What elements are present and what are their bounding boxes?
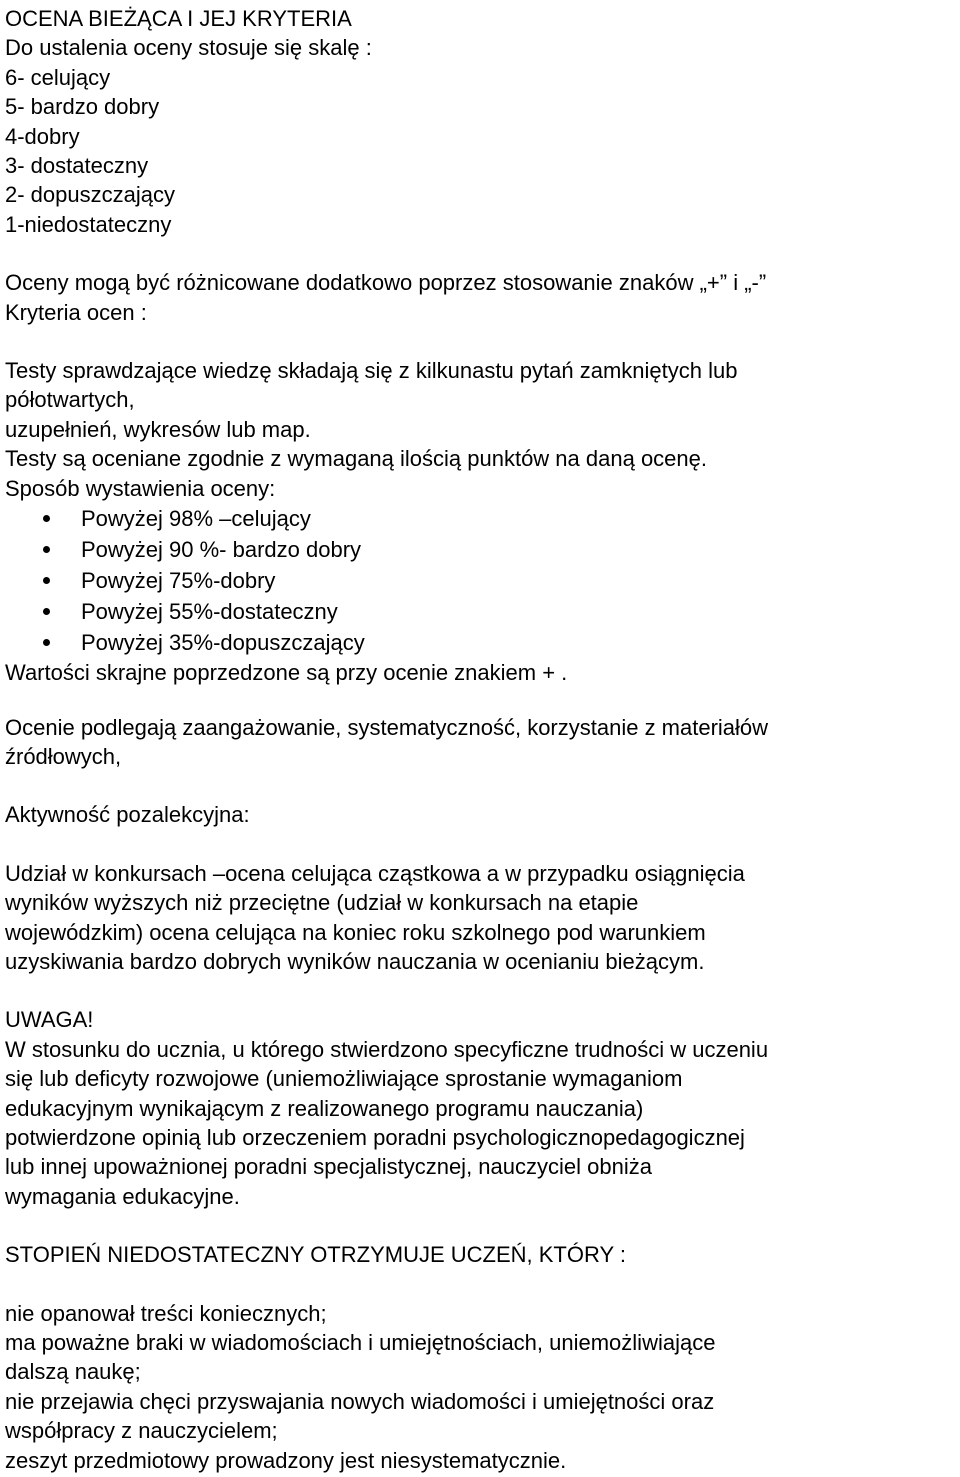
thresholds-list xyxy=(5,503,957,658)
scale-item: 2- dopuszczający xyxy=(5,182,175,208)
bullet-icon xyxy=(43,608,50,615)
insufficient-line: dalszą naukę; xyxy=(5,1359,141,1385)
threshold-text: Powyżej 98% –celujący xyxy=(81,506,311,532)
insufficient-line: współpracy z nauczycielem; xyxy=(5,1418,278,1444)
extracurricular-line: wyników wyższych niż przeciętne (udział w konkursach na etapie xyxy=(5,890,639,916)
spacer xyxy=(5,830,957,859)
spacer xyxy=(5,976,957,1005)
threshold-text: Powyżej 55%-dostateczny xyxy=(81,599,338,625)
modifiers-text: Oceny mogą być różnicowane dodatkowo poprzez stosowanie znaków „+” i „-” xyxy=(5,270,767,296)
spacer xyxy=(5,688,957,713)
note-line: edukacyjnym wynikającym z realizowanego programu nauczania) xyxy=(5,1095,644,1121)
extracurricular-line: Udział w konkursach –ocena celująca cząstkowa a w przypadku osiągnięcia xyxy=(5,860,745,886)
bullet-icon xyxy=(43,577,50,584)
engagement-line: Ocenie podlegają zaangażowanie, systematyczność, korzystanie z materiałów xyxy=(5,714,769,740)
document xyxy=(5,4,957,1475)
extracurricular-line: uzyskiwania bardzo dobrych wyników nauczania w ocenianiu bieżącym. xyxy=(5,948,705,974)
threshold-text: Powyżej 75%-dobry xyxy=(81,568,276,594)
list-item xyxy=(5,596,957,627)
extracurricular-heading: Aktywność pozalekcyjna: xyxy=(5,802,250,828)
list-item xyxy=(5,565,957,596)
spacer xyxy=(5,239,957,268)
threshold-text: Powyżej 90 %- bardzo dobry xyxy=(81,537,362,563)
insufficient-line: nie przejawia chęci przyswajania nowych wiadomości i umiejętności oraz xyxy=(5,1388,715,1414)
bullet-icon xyxy=(43,515,50,522)
tests-line: półotwartych, xyxy=(5,387,135,413)
scale-item: 1-niedostateczny xyxy=(5,211,172,237)
page-title: OCENA BIEŻĄCA I JEJ KRYTERIA xyxy=(5,6,352,31)
tests-line: Testy sprawdzające wiedzę składają się z kilkunastu pytań zamkniętych lub xyxy=(5,358,738,384)
list-item xyxy=(5,534,957,565)
note-line: wymagania edukacyjne. xyxy=(5,1183,240,1209)
scale-intro: Do ustalenia oceny stosuje się skalę : xyxy=(5,35,372,61)
extreme-values-note: Wartości skrajne poprzedzone są przy ocenie znakiem + . xyxy=(5,660,568,686)
scale-item: 3- dostateczny xyxy=(5,153,149,179)
tests-line: Testy są oceniane zgodnie z wymaganą ilością punktów na daną ocenę. xyxy=(5,446,708,472)
note-line: lub innej upoważnionej poradni specjalistycznej, nauczyciel obniża xyxy=(5,1154,652,1180)
note-line: W stosunku do ucznia, u którego stwierdzono specyficzne trudności w uczeniu xyxy=(5,1036,769,1062)
method-heading: Sposób wystawienia oceny: xyxy=(5,475,276,501)
list-item xyxy=(5,627,957,658)
spacer xyxy=(5,327,957,356)
scale-item: 6- celujący xyxy=(5,64,111,90)
criteria-heading: Kryteria ocen : xyxy=(5,299,147,325)
note-line: się lub deficyty rozwojowe (uniemożliwiające sprostanie wymaganiom xyxy=(5,1066,683,1092)
threshold-text: Powyżej 35%-dopuszczający xyxy=(81,630,365,656)
engagement-line: źródłowych, xyxy=(5,743,122,769)
tests-line: uzupełnień, wykresów lub map. xyxy=(5,416,311,442)
scale-item: 5- bardzo dobry xyxy=(5,94,160,120)
extracurricular-line: wojewódzkim) ocena celująca na koniec roku szkolnego pod warunkiem xyxy=(5,919,706,945)
insufficient-line: zeszyt przedmiotowy prowadzony jest niesystematycznie. xyxy=(5,1447,567,1473)
insufficient-line: ma poważne braki w wiadomościach i umiejętnościach, uniemożliwiające xyxy=(5,1330,716,1355)
bullet-icon xyxy=(43,546,50,553)
bullet-icon xyxy=(43,639,50,646)
spacer xyxy=(5,771,957,800)
note-heading: UWAGA! xyxy=(5,1007,94,1033)
list-item xyxy=(5,503,957,534)
insufficient-line: nie opanował treści koniecznych; xyxy=(5,1300,327,1326)
insufficient-heading: STOPIEŃ NIEDOSTATECZNY OTRZYMUJE UCZEŃ, KTÓRY : xyxy=(5,1242,626,1268)
spacer xyxy=(5,1211,957,1240)
note-line: potwierdzone opinią lub orzeczeniem poradni psychologicznopedagogicznej xyxy=(5,1124,745,1150)
spacer xyxy=(5,1270,957,1299)
scale-item: 4-dobry xyxy=(5,123,80,149)
